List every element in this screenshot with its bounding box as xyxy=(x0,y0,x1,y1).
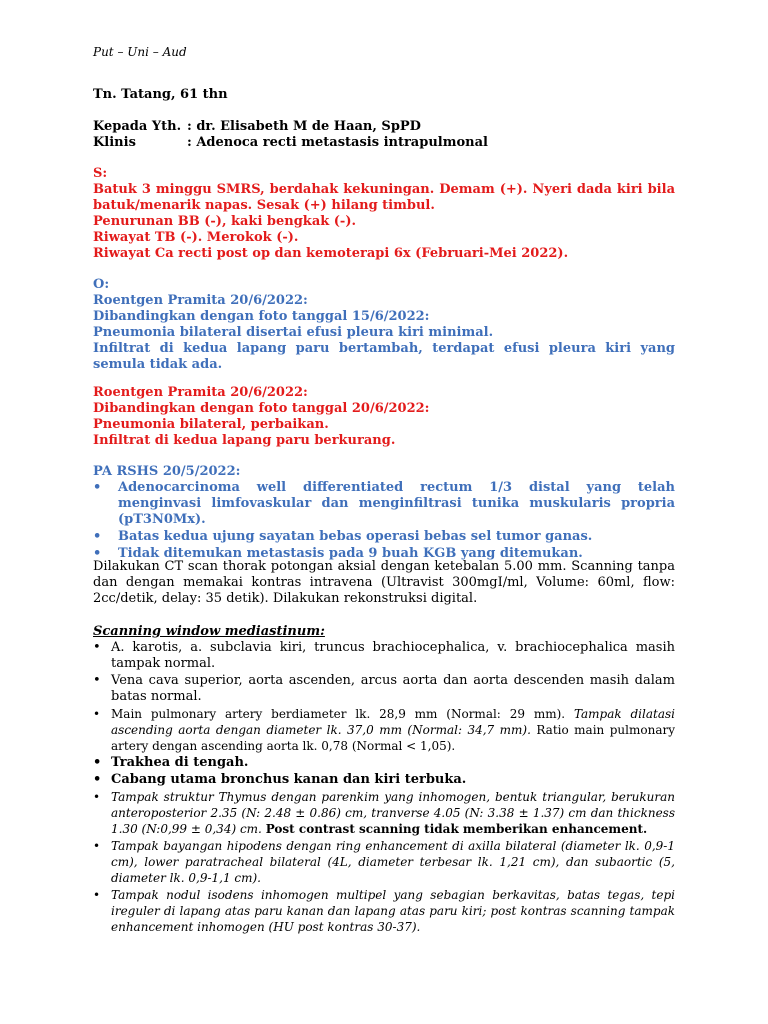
subjective-line-3: Riwayat TB (-). Merokok (-). xyxy=(93,230,299,245)
pa-item: • Adenocarcinoma well differentiated rectum 1/3 distal yang telah menginvasi limfovaskular dan menginfiltrasi tunika muskularis propria (pT3N0Mx). xyxy=(93,480,675,528)
xray1-line-1: Pneumonia bilateral disertai efusi pleura kiri minimal. xyxy=(93,325,494,340)
subjective-heading: S: xyxy=(93,166,108,181)
xray2-title: Roentgen Pramita 20/6/2022: xyxy=(93,385,308,400)
header-note: Put – Uni – Aud xyxy=(93,45,187,59)
objective-heading: O: xyxy=(93,277,110,292)
clinical-value: : Adenoca recti metastasis intrapulmonal xyxy=(187,135,488,150)
thymus-enhancement-text: Post contrast scanning tidak memberikan enhancement. xyxy=(265,822,648,836)
mediastinum-item: • A. karotis, a. subclavia kiri, truncus brachiocephalica, v. brachiocephalica masih tampak normal. xyxy=(93,640,675,672)
subjective-line-2: Penurunan BB (-), kaki bengkak (-). xyxy=(93,214,356,229)
mediastinum-heading: Scanning window mediastinum: xyxy=(93,624,325,639)
xray1-title: Roentgen Pramita 20/6/2022: xyxy=(93,293,308,308)
objective-xray-2 xyxy=(93,385,675,449)
xray2-line-1: Pneumonia bilateral, perbaikan. xyxy=(93,417,329,432)
main-pulmonary-artery-text: Main pulmonary artery berdiameter lk. 28,9 mm (Normal: 29 mm). xyxy=(111,707,566,721)
objective-xray-1 xyxy=(93,277,675,373)
clinical-label: Klinis xyxy=(93,135,136,150)
mediastinum-item: • Tampak nodul isodens inhomogen multipel yang sebagian berkavitas, batas tegas, tepi ireguler di lapang atas paru kanan dan lapang atas paru kiri; post kontras scanning tampak enhancement inhomogen (HU post kontras 30-37). xyxy=(93,887,675,935)
mediastinum-list xyxy=(93,640,675,935)
thymus-text: Tampak struktur Thymus dengan parenkim yang inhomogen, bentuk triangular, berukuran anteroposterior 2.35 (N: 2.48 ± 0.86) cm, tranverse 4.05 (N: 3.38 ± 1.37) cm dan thickness 1.30 (N:0,99 ± 0,34) cm. xyxy=(111,790,675,836)
pa-item: • Batas kedua ujung sayatan bebas operasi bebas sel tumor ganas. xyxy=(93,529,675,545)
pa-list xyxy=(93,480,675,562)
xray2-line-2: Infiltrat di kedua lapang paru berkurang. xyxy=(93,433,396,448)
ascending-aorta-text: Tampak dilatasi ascending aorta dengan diameter lk. 37,0 mm (Normal: 34,7 mm). xyxy=(111,707,675,737)
xray1-compare: Dibandingkan dengan foto tanggal 15/6/2022: xyxy=(93,309,430,324)
mediastinum-item xyxy=(93,789,675,837)
mediastinum-item: • Trakhea di tengah. xyxy=(93,755,675,771)
patient-name: Tn. Tatang, 61 thn xyxy=(93,87,228,102)
mediastinum-item: • Vena cava superior, aorta ascenden, arcus aorta dan aorta descenden masih dalam batas normal. xyxy=(93,673,675,705)
xray1-line-2: Infiltrat di kedua lapang paru bertambah, terdapat efusi pleura kiri yang semula tidak ada. xyxy=(93,341,675,372)
subjective-line-1: Batuk 3 minggu SMRS, berdahak kekuningan. Demam (+). Nyeri dada kiri bila batuk/menarik napas. Sesak (+) hilang timbul. xyxy=(93,182,675,213)
ratio-text: Ratio main pulmonary artery dengan ascending aorta lk. 0,78 (Normal < 1,05). xyxy=(111,723,675,753)
mediastinum-item: • Cabang utama bronchus kanan dan kiri terbuka. xyxy=(93,772,675,788)
to-value: : dr. Elisabeth M de Haan, SpPD xyxy=(187,119,421,134)
subjective-line-4: Riwayat Ca recti post op dan kemoterapi 6x (Februari-Mei 2022). xyxy=(93,246,569,261)
address-block xyxy=(93,119,675,151)
ct-intro: Dilakukan CT scan thorak potongan aksial dengan ketebalan 5.00 mm. Scanning tanpa dan dengan memakai kontras intravena (Ultravist 300mgI/ml, Volume: 60ml, flow: 2cc/detik, delay: 35 detik). Dilakukan rekonstruksi digital. xyxy=(93,559,675,606)
mediastinum-section xyxy=(93,624,675,936)
mediastinum-item: • Tampak bayangan hipodens dengan ring enhancement di axilla bilateral (diameter lk. 0,9-1 cm), lower paratracheal bilateral (4L, diameter terbesar lk. 1,21 cm), dan subaortic (5, diameter lk. 0,9-1,1 cm). xyxy=(93,838,675,886)
xray2-compare: Dibandingkan dengan foto tanggal 20/6/2022: xyxy=(93,401,430,416)
mediastinum-item xyxy=(93,706,675,754)
pa-title: PA RSHS 20/5/2022: xyxy=(93,464,241,479)
to-label: Kepada Yth. xyxy=(93,119,182,134)
pa-item: • Tidak ditemukan metastasis pada 9 buah KGB yang ditemukan. xyxy=(93,546,675,562)
pa-section xyxy=(93,464,675,563)
subjective-section xyxy=(93,166,675,262)
